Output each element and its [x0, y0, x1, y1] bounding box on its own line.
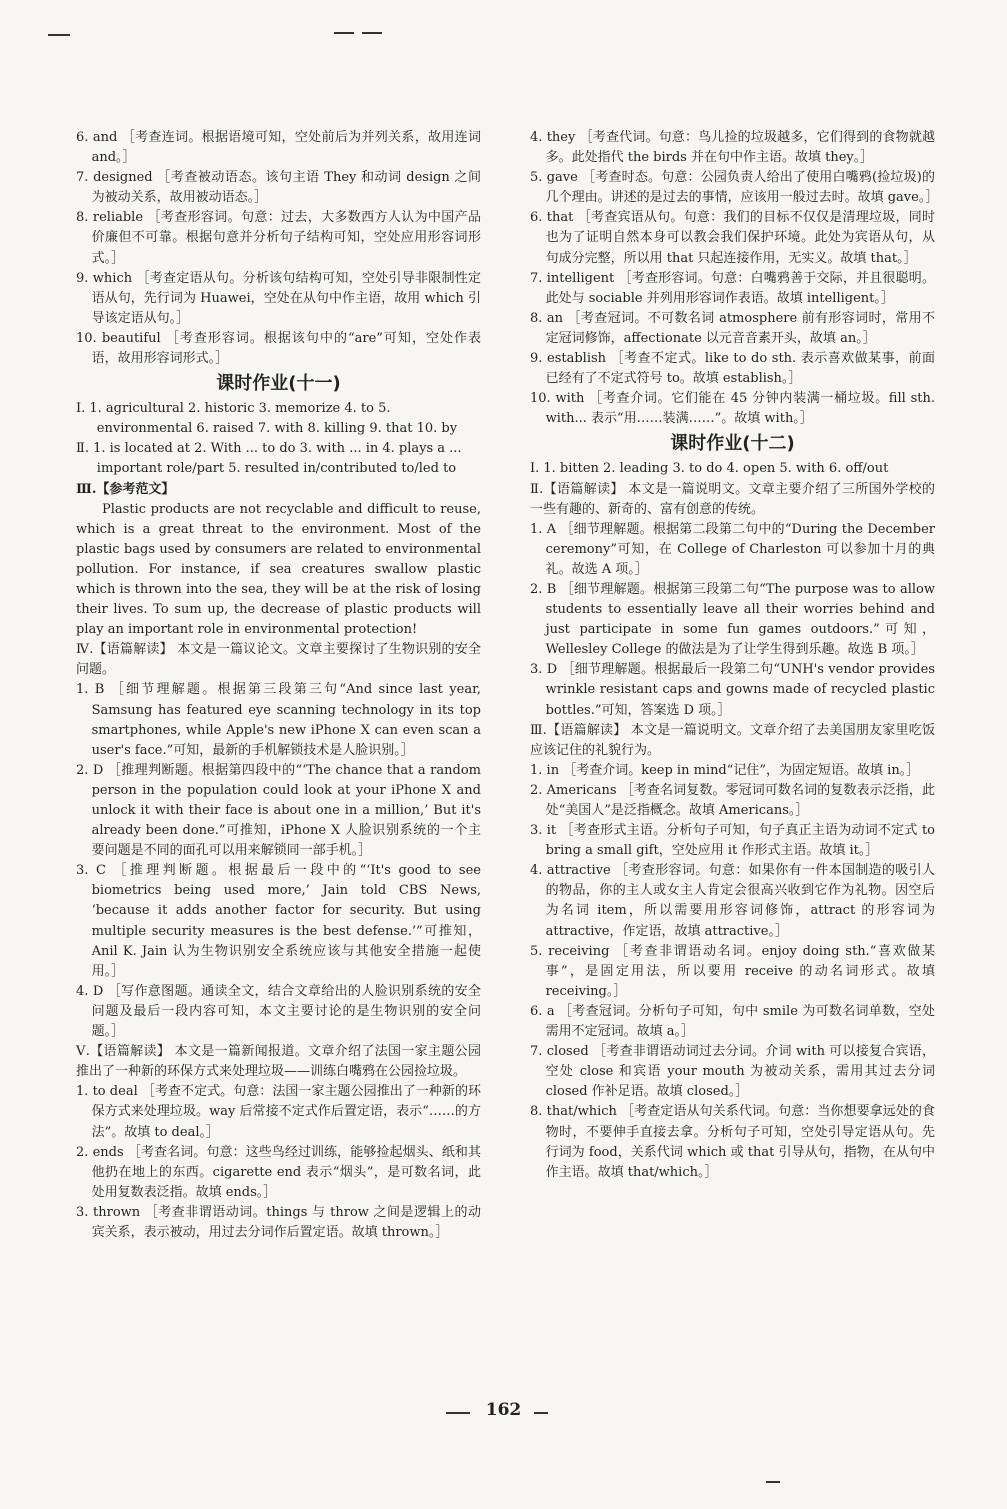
answer-item: 10. with ［考查介词。它们能在 45 分钟内装满一桶垃圾。fill sth. with... 表示“用……装满……”。故填 with。］ — [530, 391, 935, 427]
answer-item: 1. B ［细节理解题。根据第三段第三句“And since last year, Samsung has featured eye scanning technology in its top smartphones, while Apple's new iPhone X can even scan a user's face.”可知，最新的手机解锁技术是人脸识别。］ — [76, 682, 481, 758]
sample-essay: Plastic products are not recyclable and difficult to reuse, which is a great threat to the environment. Most of the plastic bags used by consumers are related to environmental pollution. For instance, if sea creatures swallow plastic which is thrown into the sea, they will be at the risk of losing their lives. To sum up, the decrease of plastic products will play an important role in environmental protection! — [76, 501, 481, 638]
answer-item: 8. reliable ［考查形容词。句意：过去，大多数西方人认为中国产品价廉但不可靠。根据句意并分析句子结构可知，空处应用形容词形式。］ — [76, 210, 481, 266]
page-number: 162 — [485, 1400, 522, 1420]
right-column — [530, 128, 939, 1183]
answer-item: 4. D ［写作意图题。通读全文，结合文章给出的人脸识别系统的安全问题及最后一段内容可知，本文主要讨论的是生物识别的安全问题。］ — [76, 983, 481, 1040]
answer-item: 6. and ［考查连词。根据语境可知，空处前后为并列关系，故用连词 and。］ — [76, 130, 481, 166]
passage-note: Ⅱ.【语篇解读】 本文是一篇说明文。文章主要介绍了三所国外学校的一些有趣的、新奇的、富有创意的传统。 — [530, 481, 935, 517]
answer-item: 1. in ［考查介词。keep in mind“记住”，为固定短语。故填 in。］ — [530, 762, 920, 778]
top-rule-mid-2 — [362, 32, 382, 34]
answer-item: 3. thrown ［考查非谓语动词。things 与 throw 之间是逻辑上的动宾关系，表示被动，用过去分词作后置定语。故填 thrown。］ — [76, 1204, 481, 1240]
answer-item: 8. that/which ［考查定语从句关系代词。句意：当你想要拿远处的食物时，不要伸手直接去拿。分析句子可知，空处引导定语从句。先行词为 food，关系代词 which 或 that 引导从句，指物，在从句中作主语。故填 that/which。］ — [530, 1104, 935, 1180]
answer-item: 8. an ［考查冠词。不可数名词 atmosphere 前有形容词时，常用不定冠词修饰，affectionate 以元音音素开头，故填 an。］ — [530, 310, 935, 346]
top-rule-left — [48, 34, 70, 36]
answer-item: 6. that ［考查宾语从句。句意：我们的目标不仅仅是清理垃圾，同时也为了证明自然本身可以教会我们保护环境。此处为宾语从句，从句成分完整，所以用 that 只起连接作用，无实义。故填 that。］ — [530, 210, 935, 266]
answer-item: 5. gave ［考查时态。句意：公园负责人给出了使用白嘴鸦(捡垃圾)的几个理由。讲述的是过去的事情，应该用一般过去时。故填 gave。］ — [530, 170, 939, 206]
top-rule-mid-1 — [334, 32, 354, 34]
answer-item: 3. C ［推理判断题。根据最后一段中的“‘It's good to see biometrics being used more,’ Jain told CBS News, ‘because it adds another factor for security. But using multiple security measures is the best defense.’”可推知，Anil K. Jain 认为生物识别安全系统应该与其他安全措施一起使用。］ — [76, 863, 481, 979]
passage-note: Ⅳ.【语篇解读】 本文是一篇议论文。文章主要探讨了生物识别的安全问题。 — [76, 642, 481, 678]
answer-item: 7. closed ［考查非谓语动词过去分词。介词 with 可以接复合宾语，空处 close 和宾语 your mouth 为被动关系，需用其过去分词 closed 作补足语。故填 closed。］ — [530, 1044, 935, 1100]
answer-item: 5. receiving ［考查非谓语动名词。enjoy doing sth.“喜欢做某事”，是固定用法，所以要用 receive 的动名词形式。故填 receiving。］ — [530, 943, 935, 999]
passage-note: Ⅴ.【语篇解读】 本文是一篇新闻报道。文章介绍了法国一家主题公园推出了一种新的环保方式来处理垃圾——训练白嘴鸦在公园捡垃圾。 — [76, 1044, 481, 1080]
answer-group: Ⅰ. 1. agricultural 2. historic 3. memorize 4. to 5. environmental 6. raised 7. with 8. killing 9. that 10. by — [76, 401, 458, 437]
answer-item: 3. D ［细节理解题。根据最后一段第二句“UNH's vendor provides wrinkle resistant caps and gowns made of recycled plastic bottles.”可知，答案选 D 项。］ — [530, 662, 935, 718]
answer-item: 4. they ［考查代词。句意：鸟儿捡的垃圾越多，它们得到的食物就越多。此处指代 the birds 并在句中作主语。故填 they。］ — [530, 130, 935, 166]
answer-item: 6. a ［考查冠词。分析句子可知，句中 smile 为可数名词单数，空处需用不定冠词。故填 a。］ — [530, 1003, 935, 1040]
bottom-rule-right — [766, 1481, 780, 1483]
left-column — [76, 128, 481, 1243]
answer-item: 1. to deal ［考查不定式。句意：法国一家主题公园推出了一种新的环保方式来处理垃圾。way 后常接不定式作后置定语，表示“……的方法”。故填 to deal。］ — [76, 1084, 481, 1140]
answer-item: 4. attractive ［考查形容词。句意：如果你有一件本国制造的吸引人的物品，你的主人或女主人肯定会很高兴收到它作为礼物。因空后为名词 item，所以需要用形容词修饰，attract 的形容词为 attractive，作定语，故填 attractive。］ — [530, 863, 935, 939]
answer-item: 3. it ［考查形式主语。分析句子可知，句子真正主语为动词不定式 to bring a small gift，空处应用 it 作形式主语。故填 it。］ — [530, 823, 935, 859]
answer-item: 7. intelligent ［考查形容词。句意：白嘴鸦善于交际，并且很聪明。此处与 sociable 并列用形容词作表语。故填 intelligent。］ — [530, 270, 935, 306]
answer-item: 2. B ［细节理解题。根据第三段第二句“The purpose was to allow students to essentially leave all their worries behind and just participate in some fun games outdoors.”可知，Wellesley College 的做法是为了让学生得到乐趣。故选 B 项。］ — [530, 581, 935, 658]
answer-item: 2. D ［推理判断题。根据第四段中的“‘The chance that a random person in the population could look at your iPhone X and unlock it with their face is about one in a million,’ But it's already been done.”可推知，iPhone X 人脸识别系统的一个主要问题是不同的面孔可以用来解锁同一部手机。］ — [76, 762, 481, 859]
answer-group: Ⅰ. 1. bitten 2. leading 3. to do 4. open 5. with 6. off/out — [530, 461, 889, 477]
answer-item: 2. ends ［考查名词。句意：这些鸟经过训练，能够捡起烟头、纸和其他扔在地上的东西。cigarette end 表示“烟头”，是可数名词，此处用复数表泛指。故填 ends。］ — [76, 1144, 481, 1200]
section-title: 课时作业(十二) — [670, 433, 795, 455]
answer-item: 2. Americans ［考查名词复数。零冠词可数名词的复数表示泛指，此处“美国人”是泛指概念。故填 Americans。］ — [530, 782, 935, 818]
answer-item: 9. establish ［考查不定式。like to do sth. 表示喜欢做某事，前面已经有了不定式符号 to。故填 establish。］ — [530, 351, 935, 387]
page-number-rule-right — [534, 1412, 548, 1414]
answer-item: 7. designed ［考查被动语态。该句主语 They 和动词 design 之间为被动关系，故用被动语态。］ — [76, 170, 481, 206]
section-heading: Ⅲ.【参考范文】 — [76, 481, 175, 497]
section-title: 课时作业(十一) — [216, 373, 341, 395]
answer-item: 9. which ［考查定语从句。分析该句结构可知，空处引导非限制性定语从句，先行词为 Huawei，空处在从句中作主语，故用 which 引导该定语从句。］ — [76, 270, 481, 326]
answer-group: Ⅱ. 1. is located at 2. With ... to do 3. with ... in 4. plays a ... important role/part 5. resulted in/contributed to/led to — [76, 441, 462, 477]
answer-item: 1. A ［细节理解题。根据第二段第二句中的“During the December ceremony”可知，在 College of Charleston 可以参加十月的典礼。故选 A 项。］ — [530, 521, 935, 577]
passage-note: Ⅲ.【语篇解读】 本文是一篇说明文。文章介绍了去美国朋友家里吃饭应该记住的礼貌行为。 — [530, 722, 935, 758]
answer-item: 10. beautiful ［考查形容词。根据该句中的“are”可知，空处作表语，故用形容词形式。］ — [76, 330, 481, 367]
